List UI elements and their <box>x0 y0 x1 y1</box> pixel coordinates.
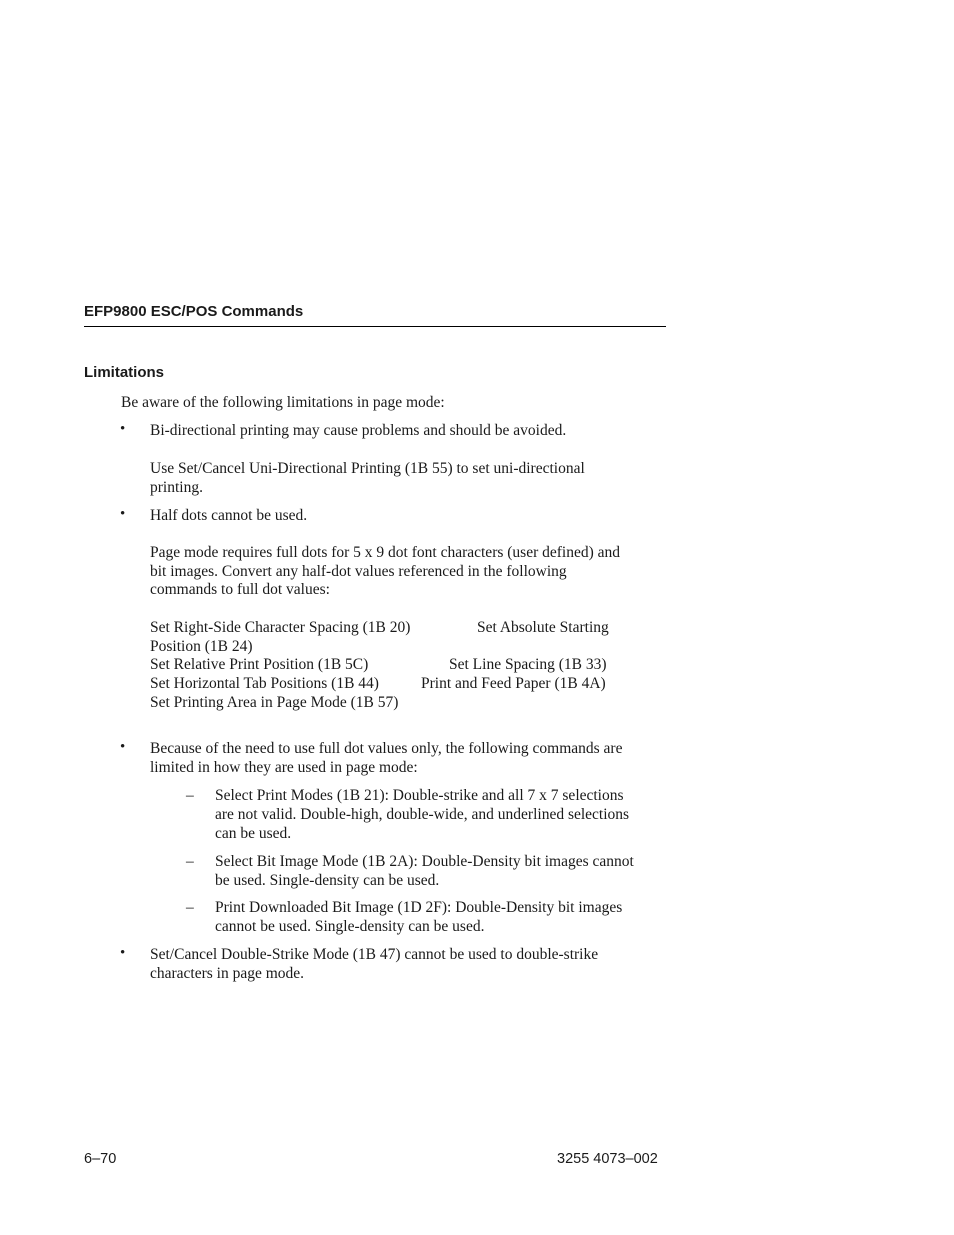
command-item: Set Absolute Starting <box>477 619 609 636</box>
bullet-2-paragraph-line-1: Page mode requires full dots for 5 x 9 dot font characters (user defined) and <box>150 544 621 561</box>
dash-marker: – <box>186 899 194 916</box>
sub-item-2-line-2: be used. Single-density can be used. <box>215 872 440 889</box>
document-number: 3255 4073–002 <box>557 1151 658 1167</box>
section-title: Limitations <box>84 364 165 381</box>
bullet-marker: • <box>120 945 126 961</box>
command-item: Set Right-Side Character Spacing (1B 20) <box>150 619 411 636</box>
command-item-continued: Position (1B 24) <box>150 638 253 655</box>
command-item: Set Horizontal Tab Positions (1B 44) <box>150 675 379 692</box>
bullet-marker: • <box>120 506 126 522</box>
running-header-title: EFP9800 ESC/POS Commands <box>84 303 304 320</box>
page-number: 6–70 <box>84 1151 117 1167</box>
bullet-2-paragraph-line-2: bit images. Convert any half-dot values referenced in the following <box>150 563 567 580</box>
command-item: Set Relative Print Position (1B 5C) <box>150 656 369 673</box>
sub-item-1-line-3: can be used. <box>215 825 292 842</box>
dash-marker: – <box>186 853 194 870</box>
sub-item-2-line-1: Select Bit Image Mode (1B 2A): Double-Density bit images cannot <box>215 853 634 870</box>
bullet-marker: • <box>120 421 126 437</box>
intro-paragraph: Be aware of the following limitations in page mode: <box>121 394 445 411</box>
bullet-3-line-2: limited in how they are used in page mode: <box>150 759 418 776</box>
header-rule <box>84 326 666 327</box>
command-item: Set Line Spacing (1B 33) <box>449 656 607 673</box>
bullet-3-line-1: Because of the need to use full dot values only, the following commands are <box>150 740 623 757</box>
bullet-marker: • <box>120 739 126 755</box>
sub-item-3-line-2: cannot be used. Single-density can be used. <box>215 918 485 935</box>
bullet-1-text: Bi-directional printing may cause problems and should be avoided. <box>150 422 567 439</box>
sub-item-1-line-2: are not valid. Double-high, double-wide, and underlined selections <box>215 806 630 823</box>
sub-item-3-line-1: Print Downloaded Bit Image (1D 2F): Double-Density bit images <box>215 899 623 916</box>
dash-marker: – <box>186 787 194 804</box>
bullet-4-line-1: Set/Cancel Double-Strike Mode (1B 47) cannot be used to double-strike <box>150 946 599 963</box>
command-item: Print and Feed Paper (1B 4A) <box>421 675 606 692</box>
command-item: Set Printing Area in Page Mode (1B 57) <box>150 694 399 711</box>
bullet-4-line-2: characters in page mode. <box>150 965 305 982</box>
sub-item-1-line-1: Select Print Modes (1B 21): Double-strike and all 7 x 7 selections <box>215 787 624 804</box>
bullet-1-paragraph-line-2: printing. <box>150 479 203 496</box>
bullet-2-paragraph-line-3: commands to full dot values: <box>150 581 330 598</box>
bullet-1-paragraph-line-1: Use Set/Cancel Uni-Directional Printing (1B 55) to set uni-directional <box>150 460 585 477</box>
bullet-2-text: Half dots cannot be used. <box>150 507 308 524</box>
